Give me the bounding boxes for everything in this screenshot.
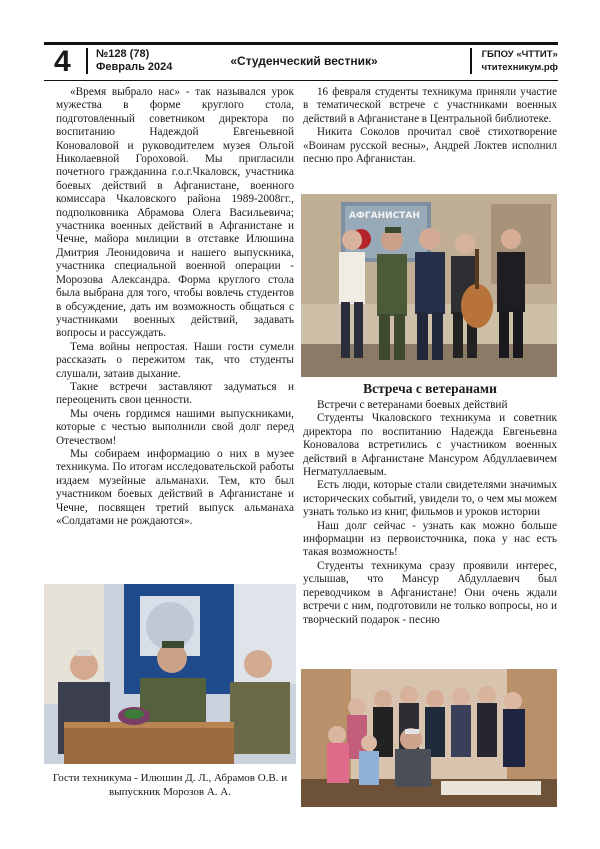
issue-info	[96, 48, 172, 74]
photo-guests-round-table	[44, 584, 296, 764]
article-paragraph: Тема войны непростая. Наши гости сумели рассказать о пережитом так, что студенты слушали, затаив дыхание.	[56, 340, 294, 380]
article-paragraph: «Время выбрало нас» - так назывался урок мужества в форме круглого стола, подготовленный советником директора по воспитанию Надеждой Евгеньевной Коноваловой и руководителем музея Ольгой Николаевной Гороховой. Мы пригласили почетного гражданина г.о.г.Чкаловск, участника боевых действий в Афганистане, военного комиссара Чкаловского района 1989-2008гг., подполковника Абрамова Олега Васильевича; участника военных действий в Афганистане и Чечне, майора милиции в отставке Илюшина Дмитрия Леонидовича и нашего выпускника, участника специальной военной операции - Морозова Александра. Форма круглого стола была выбрана для того, чтобы вовлечь студентов в обсуждение, дать им возможность общаться с участниками военных действий, задавать вопросы и рассуждать.	[56, 86, 294, 340]
veterans-article	[303, 399, 557, 627]
article-paragraph: Такие встречи заставляют задуматься и переоценить свои ценности.	[56, 380, 294, 407]
article-paragraph: Мы собираем информацию о них в музее техникума. По итогам исследовательской работы издаем музейные альманахи. Тем, кто был участником боевых действий в Афганистане и Чечне, посвящен третий выпуск альманаха «Солдатами не рождаются».	[56, 447, 294, 527]
photo-students-with-veteran	[301, 669, 557, 807]
publisher-name: ГБПОУ «ЧТТИТ»	[481, 49, 558, 60]
newspaper-title: «Студенческий вестник»	[230, 54, 378, 68]
photo-library-meeting	[301, 194, 557, 377]
photo-library-meeting-image	[301, 194, 557, 377]
photo-banner-text: АФГАНИСТАН	[349, 211, 420, 221]
article-paragraph: Мы очень гордимся нашими выпускниками, которые с честью выполнили свой долг перед Отечеством!	[56, 407, 294, 447]
page-number: 4	[54, 45, 71, 78]
article-paragraph: Есть люди, которые стали свидетелями значимых исторических событий, увидели то, о чем мы можем узнать только из книг, фильмов и уроков истории	[303, 479, 557, 519]
header-divider	[86, 48, 88, 74]
left-column-article	[56, 86, 294, 528]
photo-guests-image	[44, 584, 296, 764]
article-paragraph: Встречи с ветеранами боевых действий	[317, 399, 508, 411]
header-top-rule	[44, 42, 558, 45]
photo-students-image	[301, 669, 557, 807]
article-paragraph: Никита Соколов прочитал своё стихотворение «Воинам русской весны», Андрей Локтев исполнил песню про Афганистан.	[303, 126, 557, 166]
article-paragraph: 16 февраля студенты техникума приняли участие в тематической встрече с участниками военных действий в Афганистане в Центральной библиотеке.	[303, 86, 557, 125]
issue-number: №128 (78)	[96, 48, 150, 60]
article-paragraph: Наш долг сейчас - узнать как можно больше информации из первоисточника, пока у нас есть такая возможность!	[303, 519, 557, 559]
header-bottom-rule	[44, 80, 558, 81]
section-heading: Встреча с ветеранами	[363, 381, 497, 396]
header-divider	[470, 48, 472, 74]
publisher-site: чтитехникум.рф	[481, 62, 558, 73]
article-paragraph: Студенты Чкаловского техникума и советник директора по воспитанию Надежда Евгеньевна Коновалова встретились с участником военных действий в Афганистане Мансуром Абдуллаевичем Негматуллаевым.	[303, 412, 557, 479]
photo-caption: Гости техникума - Илюшин Д. Л., Абрамов О.В. и выпускник Морозов А. А.	[52, 772, 288, 798]
publisher-info	[482, 48, 558, 74]
page-header	[44, 42, 558, 82]
issue-date: Февраль 2024	[96, 61, 173, 73]
right-column-article	[303, 86, 557, 166]
article-paragraph: Студенты техникума сразу проявили интерес, услышав, что Мансур Абдуллаевич был переводчиком в Афганистане! Они очень ждали встречи с ним, подготовили не только вопросы, но и творческий подарок - песню	[303, 559, 557, 626]
